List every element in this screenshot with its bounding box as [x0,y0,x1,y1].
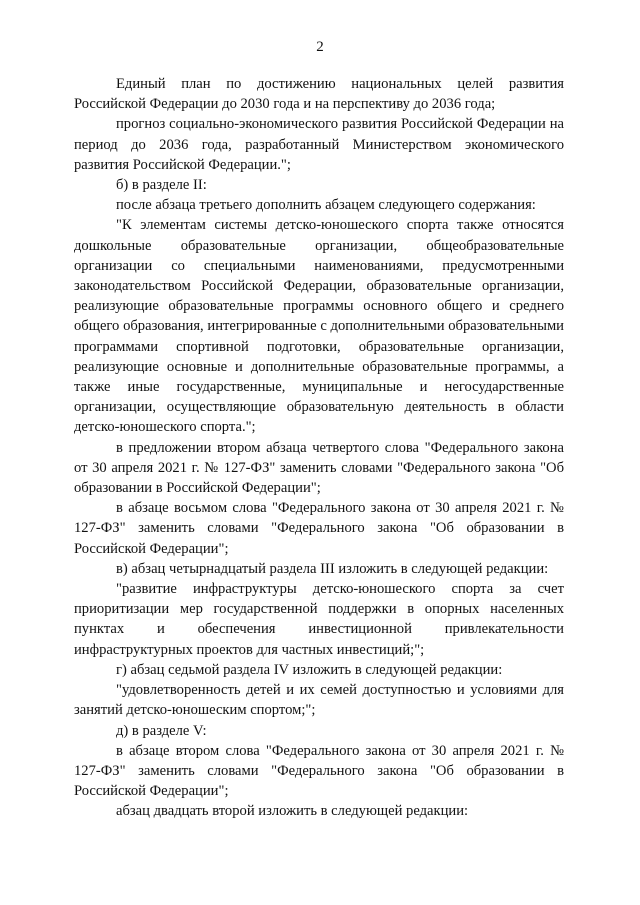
paragraph: в абзаце втором слова "Федерального закона от 30 апреля 2021 г. № 127-ФЗ" заменить словами "Федерального закона "Об образовании в Российской Федерации"; [74,742,564,800]
paragraph: "развитие инфраструктуры детско-юношеского спорта за счет приоритизации мер государственной поддержки в опорных населенных пунктах и обеспечения инвестиционной привлекательности инфраструктурных проектов для частных инвестиций;"; [74,581,564,658]
paragraph: прогноз социально-экономического развития Российской Федерации на период до 2036 года, разработанный Министерством экономического развития Российской Федерации."; [74,116,564,173]
paragraph: в) абзац четырнадцатый раздела III изложить в следующей редакции: [116,560,549,577]
paragraph: после абзаца третьего дополнить абзацем следующего содержания: [116,197,536,214]
paragraph: Единый план по достижению национальных целей развития Российской Федерации до 2030 года и на перспективу до 2036 года; [74,76,564,113]
paragraph: "К элементам системы детско-юношеского спорта также относятся дошкольные образовательные организации, общеобразовательные организации со специальными наименованиями, предусмотренными законодательством Российской Федерации, образовательные организации, реализующие образовательные программы основного общего и среднего общего образования, интегрированные с дополнительными образовательными программами спортивной подготовки, образовательные организации, реализующие основные и дополнительные образовательные программы, а также иные государственные, муниципальные и негосударственные организации, осуществляющие образовательную деятельность в области детско-юношеского спорта."; [74,217,564,436]
paragraph: в предложении втором абзаца четвертого слова "Федерального закона от 30 апреля 2021 г. № 127-ФЗ" заменить словами "Федерального закона "Об образовании в Российской Федерации"; [74,439,564,497]
paragraph: "удовлетворенность детей и их семей доступностью и условиями для занятий детско-юношеским спортом;"; [74,682,564,719]
document-body [74,74,564,822]
paragraph: абзац двадцать второй изложить в следующей редакции: [116,803,469,820]
paragraph: г) абзац седьмой раздела IV изложить в следующей редакции: [116,661,503,678]
paragraph: в абзаце восьмом слова "Федерального закона от 30 апреля 2021 г. № 127-ФЗ" заменить словами "Федерального закона "Об образовании в Российской Федерации"; [74,500,564,557]
page-number: 2 [316,39,324,55]
paragraph: д) в разделе V: [116,722,207,739]
paragraph: б) в разделе II: [116,177,207,194]
